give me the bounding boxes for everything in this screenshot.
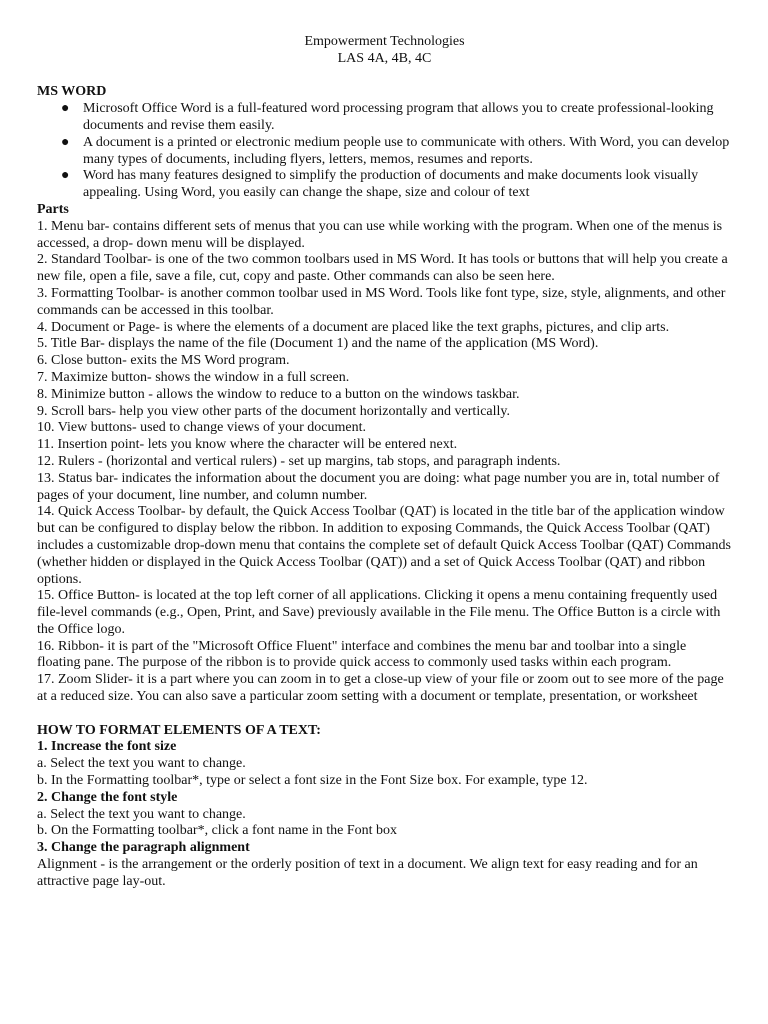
parts-item: 2. Standard Toolbar- is one of the two common toolbars used in MS Word. It has tools or buttons that will help you create a new file, open a file, save a file, cut, copy and paste. Other commands can also be seen here. bbox=[37, 252, 728, 285]
parts-item: 11. Insertion point- lets you know where the character will be entered next. bbox=[37, 437, 458, 453]
parts-item: 16. Ribbon- it is part of the "Microsoft Office Fluent" interface and combines the menu bar and toolbar into a single floating pane. The purpose of the ribbon is to provide quick access to commonly used tasks within each program. bbox=[37, 638, 687, 671]
parts-item: 6. Close button- exits the MS Word program. bbox=[37, 353, 290, 369]
bullet-icon: ● bbox=[61, 168, 70, 184]
parts-item: 8. Minimize button - allows the window to reduce to a button on the windows taskbar. bbox=[37, 386, 520, 402]
format-step-text: a. Select the text you want to change. bbox=[37, 756, 246, 772]
parts-item: 10. View buttons- used to change views of your document. bbox=[37, 420, 367, 436]
parts-item: 5. Title Bar- displays the name of the file (Document 1) and the name of the application (MS Word). bbox=[37, 336, 599, 352]
bullet-icon: ● bbox=[61, 101, 70, 117]
format-step-text: b. In the Formatting toolbar*, type or select a font size in the Font Size box. For example, type 12. bbox=[37, 773, 588, 789]
parts-item: 15. Office Button- is located at the top left corner of all applications. Clicking it opens a menu containing frequently used file-level commands (e.g., Open, Print, and Save) previously available in the File menu. The Office Button is a circle with the Office logo. bbox=[37, 588, 721, 637]
parts-heading: Parts bbox=[37, 201, 69, 217]
bullet-item: ● Microsoft Office Word is a full-featured word processing program that allows you to create professional-looking documents and revise them easily. bbox=[61, 101, 714, 133]
format-step-text: Alignment - is the arrangement or the orderly position of text in a document. We align text for easy reading and for an attractive page lay-out. bbox=[37, 857, 698, 889]
format-step-title: 3. Change the paragraph alignment bbox=[37, 840, 250, 856]
parts-item: 1. Menu bar- contains different sets of menus that you can use while working with the program. When one of the menus is accessed, a drop- down menu will be displayed. bbox=[37, 218, 723, 251]
msword-bullet-list bbox=[37, 101, 732, 202]
parts-item: 4. Document or Page- is where the elements of a document are placed like the text graphs, pictures, and clip arts. bbox=[37, 319, 670, 335]
spacer bbox=[37, 68, 732, 85]
bullet-item: ● Word has many features designed to simplify the production of documents and make documents look visually appealing. Using Word, you easily can change the shape, size and colour of text bbox=[61, 168, 699, 201]
format-step-text: a. Select the text you want to change. bbox=[37, 806, 246, 822]
format-step-title: 2. Change the font style bbox=[37, 789, 178, 805]
parts-item: 9. Scroll bars- help you view other parts of the document horizontally and vertically. bbox=[37, 403, 511, 419]
parts-item: 7. Maximize button- shows the window in a full screen. bbox=[37, 369, 350, 385]
parts-item: 17. Zoom Slider- it is a part where you can zoom in to get a close-up view of your file or zoom out to see more of the page at a reduced size. You can also save a particular zoom setting with a document or template, presentation, or worksheet bbox=[37, 672, 724, 705]
parts-item: 12. Rulers - (horizontal and vertical rulers) - set up margins, tab stops, and paragraph indents. bbox=[37, 453, 561, 469]
format-step-text: b. On the Formatting toolbar*, click a font name in the Font box bbox=[37, 823, 398, 839]
parts-item: 13. Status bar- indicates the information about the document you are doing: what page number you are in, total number of pages of your document, line number, and column number. bbox=[37, 470, 720, 503]
parts-list bbox=[37, 219, 732, 706]
msword-heading: MS WORD bbox=[37, 84, 107, 100]
header-las: LAS 4A, 4B, 4C bbox=[337, 50, 432, 66]
header-subject: Empowerment Technologies bbox=[304, 34, 465, 49]
format-heading: HOW TO FORMAT ELEMENTS OF A TEXT: bbox=[37, 722, 321, 738]
format-step-title: 1. Increase the font size bbox=[37, 739, 177, 755]
bullet-item: ● A document is a printed or electronic medium people use to communicate with others. With Word, you can develop many types of documents, including flyers, letters, memos, resumes and reports. bbox=[61, 134, 730, 167]
bullet-icon: ● bbox=[61, 134, 70, 150]
parts-item: 14. Quick Access Toolbar- by default, the Quick Access Toolbar (QAT) is located in the title bar of the application window but can be configured to display below the ribbon. In addition to exposing Commands, the Quick Access Toolbar (QAT) includes a customizable drop-down menu that contains the complete set of default Quick Access Toolbar (QAT) Commands (whether hidden or displayed in the Quick Access Toolbar (QAT)) and a set of Quick Access Toolbar (QAT) and ribbon options. bbox=[37, 504, 731, 587]
spacer bbox=[37, 706, 732, 723]
parts-item: 3. Formatting Toolbar- is another common toolbar used in MS Word. Tools like font type, size, style, alignments, and other commands can be accessed in this toolbar. bbox=[37, 285, 726, 318]
